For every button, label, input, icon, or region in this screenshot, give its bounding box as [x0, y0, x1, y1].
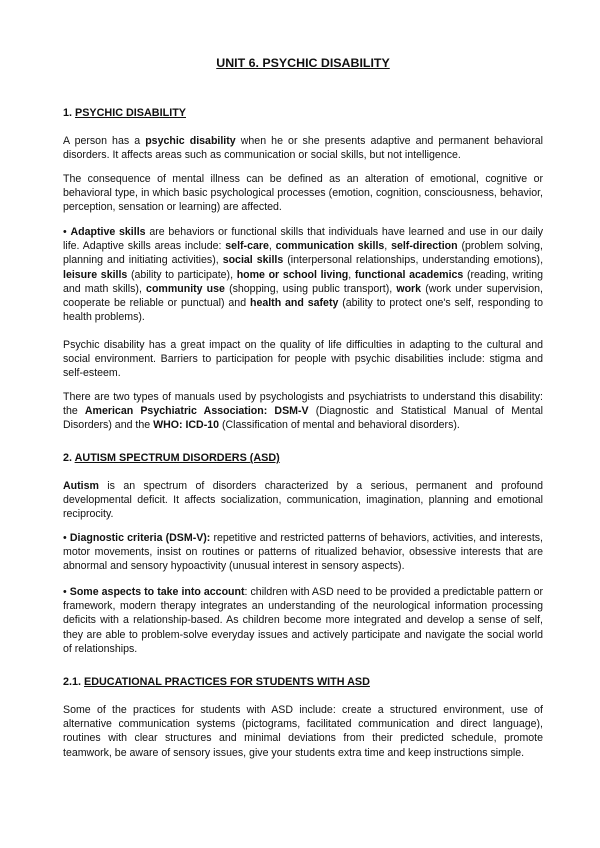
section-heading-psychic-disability [63, 106, 186, 120]
bold-term: home or school living [236, 268, 349, 281]
text-run: (shopping, using public transport), [224, 282, 397, 295]
bold-term: work [396, 282, 422, 295]
paragraph-adaptive-skills [63, 225, 543, 324]
section-heading-text: AUTISM SPECTRUM DISORDERS (ASD) [74, 452, 280, 464]
paragraph-aspects [63, 585, 543, 656]
text-run: repetitive and restricted patterns of behaviors, activities, and interests, motor movements, insist on routines or patterns of ritualized behavior, obsessive interests that are abnormal and sensory hypoactivity (unusual interest in sensory aspects). [63, 532, 544, 573]
paragraph-definition [63, 134, 543, 162]
bullet: • [63, 532, 70, 544]
bold-term: communication skills [275, 240, 385, 253]
bold-term: self-direction [391, 240, 458, 253]
bold-term: functional academics [354, 268, 464, 281]
bullet: • [63, 226, 71, 238]
section-heading-text: PSYCHIC DISABILITY [75, 107, 186, 119]
text-run: , [384, 240, 392, 253]
text-run: (Classification of mental and behavioral disorders). [219, 419, 460, 432]
text-run: (problem solving, planning and initiating activities), [63, 240, 544, 267]
bold-term: Diagnostic criteria (DSM-V): [69, 532, 211, 544]
text-run: are behaviors or functional skills that individuals have learned and use in our daily life. Adaptive skills areas include: [63, 226, 543, 253]
bold-term: leisure skills [63, 268, 128, 281]
paragraph-consequence: The consequence of mental illness can be defined as an alteration of emotional, cognitive or behavioral type, in which basic psychological processes (emotion, cognition, consciousness, behavior, perception, sensation or learning) are affected. [63, 173, 543, 214]
section-number: 2.1. [63, 676, 85, 688]
bold-term: self-care [225, 240, 269, 253]
paragraph-impact: Psychic disability has a great impact on the quality of life difficulties in adapting to the cultural and social environment. Barriers to participation for people with psychic disabilities include: stigma and self-esteem. [63, 339, 543, 380]
section-heading-educational-practices [63, 675, 370, 689]
section-heading-text: EDUCATIONAL PRACTICES FOR STUDENTS WITH ASD [84, 676, 370, 688]
bold-term: community use [146, 282, 225, 295]
text-run: when he or she presents adaptive and permanent behavioral disorders. It affects areas such as communication or social skills, but not intelligence. [63, 135, 543, 162]
bold-term: social skills [222, 254, 284, 267]
text-run: There are two types of manuals used by psychologists and psychiatrists to understand this disability: the [63, 391, 543, 418]
paragraph-manuals [63, 390, 543, 433]
paragraph-autism [63, 479, 543, 522]
bold-term: health and safety [249, 297, 339, 310]
bullet: • [63, 586, 70, 598]
page-title: UNIT 6. PSYCHIC DISABILITY [216, 56, 390, 70]
section-heading-asd [63, 451, 280, 465]
text-run: (ability to protect one's self, responding to health problems). [63, 297, 543, 324]
text-run: is an spectrum of disorders characterized by a serious, permanent and profound developmental deficit. It affects socialization, communication, imagination, planning and emotional reciprocity. [63, 480, 543, 521]
text-run: (work under supervision, cooperate be reliable or punctual) and [63, 282, 543, 310]
bold-term: Autism [63, 480, 99, 492]
bold-term: Some aspects to take into account [69, 586, 245, 598]
section-number: 1. [63, 107, 76, 119]
paragraph-practices: Some of the practices for students with ASD include: create a structured environment, use of alternative communication systems (pictograms, facilitated communication and direct language), routines with clear structures and minimal deviations from their predicted schedule, promote teamwork, be aware of sensory issues, give your students extra time and keep instructions simple. [63, 704, 543, 759]
text-run: A person has a [63, 135, 146, 147]
bold-term: WHO: ICD-10 [153, 419, 220, 432]
bold-term: American Psychiatric Association: DSM-V [84, 405, 309, 418]
section-number: 2. [63, 452, 75, 464]
text-run: (ability to participate), [127, 268, 237, 281]
text-run: (Diagnostic and Statistical Manual of Mental Disorders) and the [63, 405, 543, 432]
text-run: , [268, 240, 276, 253]
text-run: : children with ASD need to be provided a predictable pattern or framework, modern therapy integrates an understanding of the neurological information processing deficits with a relationship-based. As children become more integrated and develop a sense of self, they are able to problem-solve everyday issues and actively participate and navigate the social world of relationships. [63, 586, 543, 655]
text-run: (reading, writing and math skills), [63, 268, 544, 295]
text-run: (interpersonal relationships, understanding emotions), [283, 254, 544, 267]
paragraph-diagnostic-criteria [63, 531, 543, 574]
text-run: , [348, 268, 355, 281]
bold-term: Adaptive skills [70, 226, 146, 238]
bold-term: psychic disability [145, 135, 236, 147]
